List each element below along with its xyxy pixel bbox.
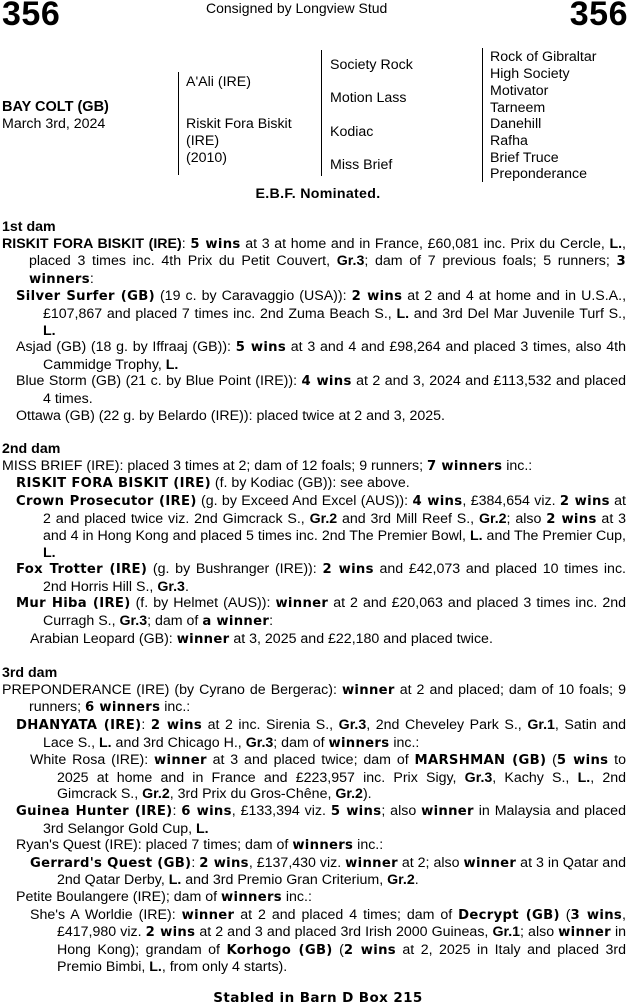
produce-arabian-leopard: Arabian Leopard (GB): winner at 3, 2025 and £22,180 and placed twice. [30, 630, 493, 647]
pedigree-gen4-5: Danehill [490, 116, 542, 132]
produce-shes-a-worldie: She's A Worldie (IRE): winner at 2 and placed 4 times; dam of Decrypt (GB) (3 wins, £417,980 viz. 2 wins at 2 and 3 and placed 3rd Irish 2000 Guineas, Gr.1; also winner in Hong Kong); grandam of Korhogo (GB) (2 wins at 2, 2025 in Italy and placed 3rd Premio Bimbi, L., from only 4 starts). [30, 906, 627, 976]
produce-silver-surfer: Silver Surfer (GB) (19 c. by Caravaggio (USA)): 2 wins at 2 and 4 at home and in U.S.A., £107,867 and placed 7 times inc. 2nd Zuma Beach S., L. and 3rd Del Mar Juvenile Turf S., L. [16, 288, 627, 339]
pedigree-divider-3 [482, 48, 483, 182]
produce-fox-trotter: Fox Trotter (IRE) (g. by Bushranger (IRE)): 2 wins and £42,073 and placed 10 times inc. 2nd Horris Hill S., Gr.3. [16, 561, 626, 595]
pedigree-dam-line-3: (2010) [186, 150, 228, 166]
produce-blue-storm: Blue Storm (GB) (21 c. by Blue Point (IRE)): 4 wins at 2 and 3, 2024 and £113,532 and placed 4 times. [16, 373, 626, 407]
stabling-info: Stabled in Barn D Box 215 [213, 990, 423, 1006]
ebf-nomination: E.B.F. Nominated. [255, 186, 381, 202]
pedigree-dam-sire: Kodiac [330, 124, 374, 140]
pedigree-sire: A'Ali (IRE) [186, 74, 251, 90]
consignor: Consigned by Longview Stud [206, 0, 388, 16]
pedigree-dam-dam: Miss Brief [330, 157, 393, 173]
pedigree-gen4-4: Tarneem [490, 100, 546, 116]
catalogue-body [2, 219, 626, 976]
pedigree-gen4-8: Preponderance [490, 166, 588, 182]
produce-gerrards-quest: Gerrard's Quest (GB): 2 wins, £137,430 viz. winner at 2; also winner at 3 in Qatar and 2nd Qatar Derby, L. and 3rd Premio Gran Criterium, Gr.2. [30, 854, 626, 889]
lot-number-right: 356 [569, 0, 628, 33]
produce-petite-boulangere: Petite Boulangere (IRE); dam of winners inc.: [16, 888, 312, 905]
produce-ryans-quest: Ryan's Quest (IRE): placed 7 times; dam of winners inc.: [16, 837, 384, 854]
produce-guinea-hunter: Guinea Hunter (IRE): 6 wins, £133,394 viz. 5 wins; also winner in Malaysia and placed 3rd Selangor Gold Cup, L. [16, 803, 626, 837]
produce-mur-hiba: Mur Hiba (IRE) (f. by Helmet (AUS)): winner at 2 and £20,063 and placed 3 times inc. 2nd Curragh S., Gr.3; dam of a winner: [16, 595, 626, 630]
pedigree-divider-2 [321, 50, 322, 176]
pedigree-divider-1 [178, 72, 179, 175]
pedigree-sire-sire: Society Rock [330, 57, 413, 73]
lot-number-left: 356 [2, 0, 61, 33]
produce-asjad: Asjad (GB) (18 g. by Iffraaj (GB)): 5 wins at 3 and 4 and £98,264 and placed 3 times, also 4th Cammidge Trophy, L. [16, 339, 626, 373]
section-heading-first-dam: 1st dam [2, 219, 56, 235]
produce-white-rosa: White Rosa (IRE): winner at 3 and placed twice; dam of MARSHMAN (GB) (5 wins to 2025 at home and in France and £223,957 inc. Prix Sigy, Gr.3, Kachy S., L., 2nd Gimcrack S., Gr.2, 3rd Prix du Gros-Chêne, Gr.2). [30, 752, 627, 803]
pedigree-gen4-2: High Society [490, 66, 570, 82]
first-dam-entry: RISKIT FORA BISKIT (IRE): 5 wins at 3 at home and in France, £60,081 inc. Prix du Cercle, L., placed 3 times inc. 4th Prix du Petit Couvert, Gr.3; dam of 7 previous foals; 5 runners; 3 winners: [2, 235, 626, 287]
section-heading-second-dam: 2nd dam [2, 441, 61, 458]
pedigree-sire-dam: Motion Lass [330, 90, 407, 106]
second-dam-entry: MISS BRIEF (IRE): placed 3 times at 2; dam of 12 foals; 9 runners; 7 winners inc.: [2, 457, 533, 474]
pedigree-dam-line-2: (IRE) [186, 133, 220, 149]
pedigree-dam-line-1: Riskit Fora Biskit [186, 116, 292, 132]
section-heading-third-dam: 3rd dam [2, 665, 58, 682]
pedigree-gen4-1: Rock of Gibraltar [490, 49, 597, 65]
produce-ottawa: Ottawa (GB) (22 g. by Belardo (IRE)): placed twice at 2 and 3, 2025. [16, 407, 445, 424]
produce-dhanyata: DHANYATA (IRE): 2 wins at 2 inc. Sirenia S., Gr.3, 2nd Cheveley Park S., Gr.1, Satin and Lace S., L. and 3rd Chicago H., Gr.3; dam of winners inc.: [16, 717, 626, 751]
third-dam-entry: PREPONDERANCE (IRE) (by Cyrano de Bergerac): winner at 2 and placed; dam of 10 foals; 9 runners; 6 winners inc.: [2, 681, 626, 716]
pedigree-gen4-7: Brief Truce [490, 150, 559, 166]
produce-riskit-fora-biskit: RISKIT FORA BISKIT (IRE) (f. by Kodiac (GB)): see above. [16, 475, 410, 492]
produce-crown-prosecutor: Crown Prosecutor (IRE) (g. by Exceed And Excel (AUS)): 4 wins, £384,654 viz. 2 wins at 2 and placed twice viz. 2nd Gimcrack S., Gr.2 and 3rd Mill Reef S., Gr.2; also 2 wins at 3 and 4 in Hong Kong and placed 5 times inc. 2nd The Premier Bowl, L. and The Premier Cup, L. [16, 492, 627, 561]
horse-name: BAY COLT (GB) [2, 99, 109, 115]
pedigree-gen4-6: Rafha [490, 133, 528, 149]
pedigree-gen4-3: Motivator [490, 83, 549, 99]
foaled-date: March 3rd, 2024 [2, 116, 106, 132]
